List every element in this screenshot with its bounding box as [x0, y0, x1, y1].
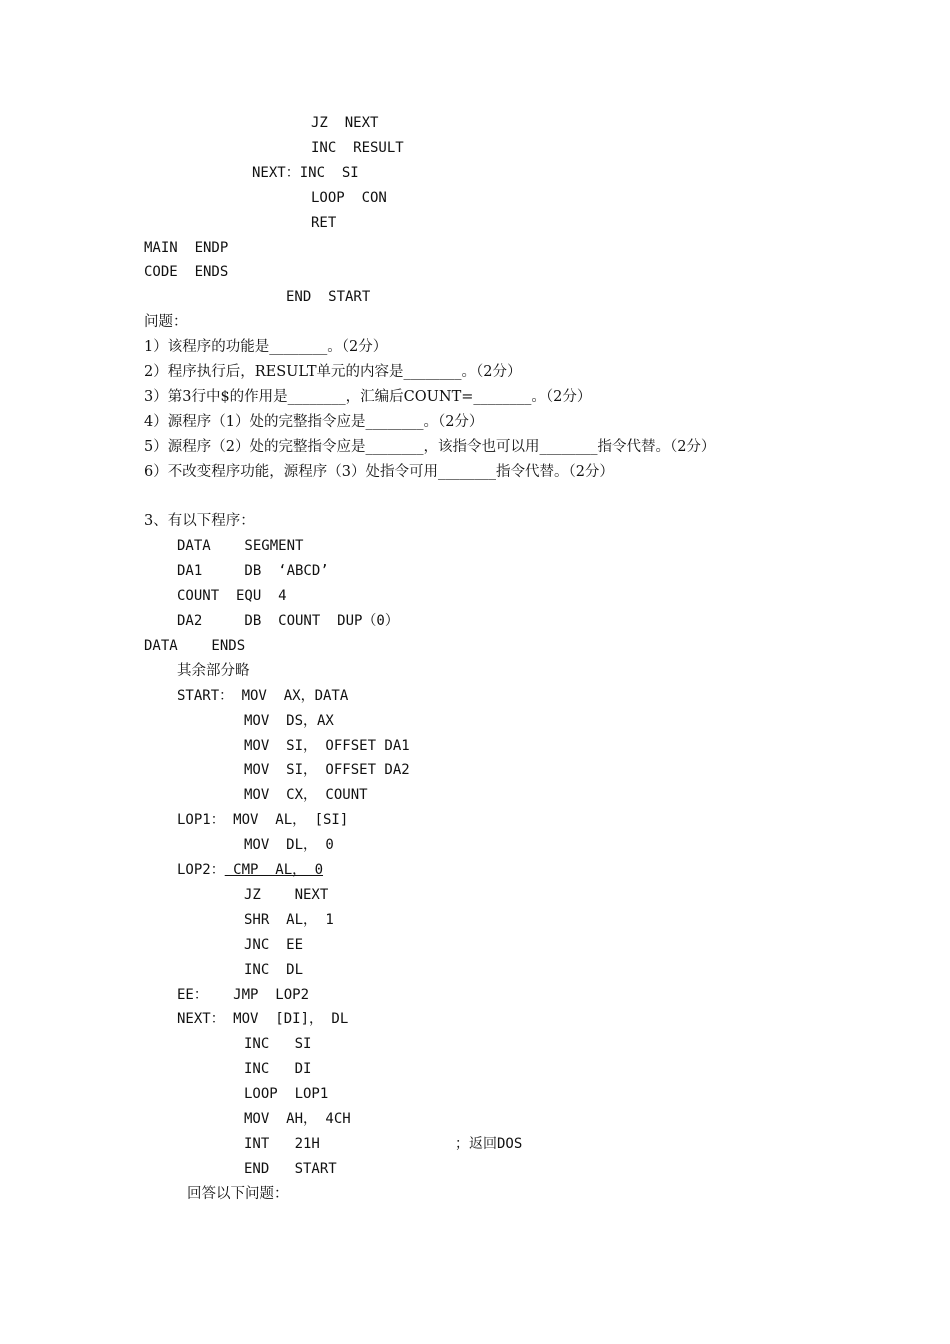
- code-line: MOV CX， COUNT: [244, 787, 368, 804]
- code-line: INC DL: [244, 961, 304, 978]
- code-line: 其余部分略: [177, 662, 250, 679]
- code-line: MOV SI， OFFSET DA2: [244, 762, 410, 779]
- section-3-title: 3、有以下程序：: [144, 513, 255, 530]
- code-line: LOOP LOP1: [244, 1086, 329, 1103]
- questions-title: 问题：: [144, 314, 188, 331]
- code-line: INC RESULT: [311, 139, 404, 156]
- code-line: DA2 DB COUNT DUP（0）: [177, 613, 399, 629]
- code-line: JZ NEXT: [244, 886, 329, 903]
- code-line: LOP1： MOV AL， [SI]: [177, 812, 349, 829]
- code-line: MOV AH， 4CH: [244, 1111, 351, 1127]
- answer-prompt: 回答以下问题：: [187, 1185, 289, 1202]
- code-line: EE： JMP LOP2: [177, 986, 310, 1003]
- code-line: [177, 858, 323, 883]
- code-line: START： MOV AX，DATA: [177, 687, 349, 704]
- code-line: DA1 DB ‘ABCD’: [177, 563, 329, 580]
- question-item: 5）源程序（2）处的完整指令应是________，该指令也可以用________指令代替。（2分）: [144, 438, 716, 455]
- code-line: SHR AL， 1: [244, 911, 334, 928]
- code-line: MOV SI， OFFSET DA1: [244, 737, 410, 754]
- question-item: 4）源程序（1）处的完整指令应是________。（2分）: [144, 413, 484, 430]
- code-label: LOP2：: [177, 862, 225, 878]
- code-line: END START: [286, 289, 371, 306]
- code-line: INT 21H: [244, 1135, 320, 1152]
- code-line: DATA ENDS: [144, 637, 246, 654]
- code-line: MOV DL， 0: [244, 837, 334, 854]
- question-item: 6）不改变程序功能，源程序（3）处指令可用________指令代替。（2分）: [144, 463, 614, 480]
- question-item: 2）程序执行后，RESULT单元的内容是________。（2分）: [144, 364, 522, 380]
- code-line: END START: [244, 1160, 337, 1177]
- code-line: MAIN ENDP: [144, 239, 229, 256]
- code-line: COUNT EQU 4: [177, 588, 287, 605]
- code-line: NEXT： MOV [DI]， DL: [177, 1011, 349, 1028]
- underlined-instruction: CMP AL， 0: [224, 862, 324, 878]
- code-line: DATA SEGMENT: [177, 538, 304, 555]
- code-line: MOV DS，AX: [244, 712, 334, 729]
- question-item: 3）第3行中$的作用是________，汇编后COUNT=________。（2分）: [144, 388, 592, 405]
- code-line: JNC EE: [244, 936, 304, 953]
- code-line: JZ NEXT: [311, 115, 379, 131]
- code-comment: ；返回DOS: [455, 1135, 523, 1152]
- question-item: 1）该程序的功能是________。（2分）: [144, 339, 388, 356]
- code-line: RET: [311, 214, 337, 231]
- code-line: LOOP CON: [311, 189, 387, 206]
- code-line: CODE ENDS: [144, 264, 229, 281]
- code-line: INC DI: [244, 1061, 312, 1078]
- code-line: NEXT：INC SI: [252, 164, 359, 181]
- code-line: INC SI: [244, 1036, 312, 1053]
